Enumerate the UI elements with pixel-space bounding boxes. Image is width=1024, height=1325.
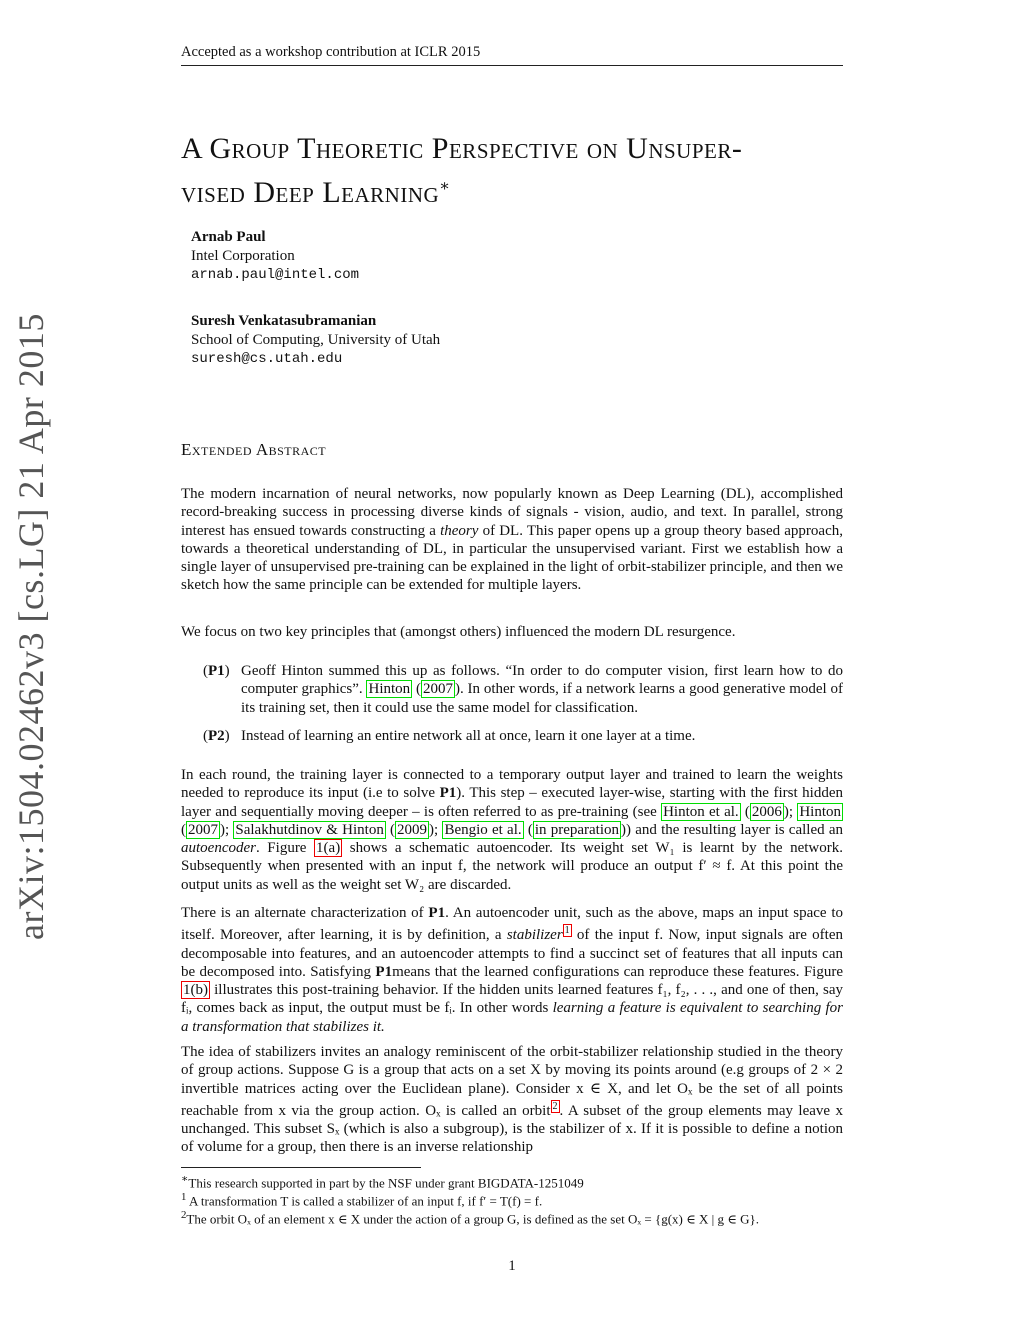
- page-number: 1: [508, 1258, 516, 1274]
- principle-p2: (P2) Instead of learning an entire network all at once, learn it one layer at a time.: [203, 728, 696, 744]
- author-email[interactable]: arnab.paul@intel.com: [191, 267, 360, 283]
- section-heading: Extended Abstract: [181, 440, 327, 459]
- citation-year-link[interactable]: 2007: [422, 681, 453, 698]
- citation-link[interactable]: Hinton et al.: [663, 803, 739, 820]
- citation-year-link[interactable]: 2006: [751, 803, 782, 820]
- author-email[interactable]: suresh@cs.utah.edu: [191, 351, 343, 367]
- running-header: Accepted as a workshop contribution at ICLR 2015: [181, 44, 481, 60]
- citation-link[interactable]: Hinton: [368, 681, 411, 698]
- title-line-2: vised Deep Learning: [181, 176, 440, 209]
- paper-title: [181, 130, 861, 212]
- footnote-2: $^1$ A transformation T is called a stabilizer of an input f, if f′ = T(f) = f.: [181, 1191, 543, 1209]
- citation-link[interactable]: Salakhutdinov & Hinton: [235, 821, 384, 838]
- footnote-rule: [181, 1167, 421, 1168]
- paragraph-stabilizer: There is an alternate characterization of P1. An autoencoder unit, such as the above, maps an input space to itself. Moreover, after learning, it is by definition, a stabilizer $^1$ of the input f. Now, input signals are often decomposable into features, and an autoencoder attempts to find a succinct set of features that all inputs can be decomposed into. Satisfying P1means that the learned configurations can reproduce these features. Figure 1(b) illustrates this post-training behavior. If the hidden units learned features f₁, f₂, . . ., and one of then, say fᵢ, comes back as input, the output must be fᵢ. In other words learning a feature is equivalent to searching for a transformation that stabilizes it.: [181, 905, 843, 1035]
- principle-p1: (P1) Geoff Hinton summed this up as follows. “In order to do computer vision, first learn how to do computer graphics”. Hinton ( 2007 ). In other words, if a network learns a good generative model of its training set, then it could use the same model for classification.: [203, 663, 843, 716]
- header-rule: [181, 65, 843, 66]
- citation-link[interactable]: Hinton: [799, 803, 841, 820]
- author-affiliation: Intel Corporation: [191, 248, 295, 264]
- footnote-3: $^2$The orbit Oₓ of an element x ∈ X under the action of a group G, is defined as the set Oₓ = {g(x) ∈ X | g ∈ G}.: [181, 1209, 759, 1227]
- title-footnote-mark: ∗: [439, 178, 451, 195]
- figure-link[interactable]: 1(b): [183, 982, 208, 999]
- author-block-2: [191, 312, 440, 369]
- citation-year-link[interactable]: in preparation: [534, 821, 620, 838]
- citation-year-link[interactable]: 2007: [188, 821, 218, 838]
- author-name: Arnab Paul: [191, 229, 266, 245]
- footnote-link[interactable]: 2: [552, 1100, 558, 1112]
- author-affiliation: School of Computing, University of Utah: [191, 332, 441, 348]
- paragraph-orbit: The idea of stabilizers invites an analogy reminiscent of the orbit-stabilizer relationship studied in the theory of group actions. Suppose G is a group that acts on a set X by moving its points around (e.g groups of 2 × 2 invertible matrices acting over the Euclidean plane). Consider x ∈ X, and let Oₓ be the set of all points reachable from x via the group action. Oₓ is called an orbit $^2$ . A subset of the group elements may leave x unchanged. This subset Sₓ (which is also a subgroup), is the stabilizer of x. If it is possible to define a notion of volume for a group, then there is an inverse relationship: [181, 1044, 843, 1156]
- title-line-1: A Group Theoretic Perspective on Unsuper-: [181, 132, 743, 165]
- author-block-1: [191, 228, 359, 285]
- footnote-link[interactable]: 1: [564, 925, 570, 937]
- author-name: Suresh Venkatasubramanian: [191, 313, 377, 329]
- citation-link[interactable]: Bengio et al.: [444, 821, 522, 838]
- paragraph-principles-intro: We focus on two key principles that (amongst others) influenced the modern DL resurgence.: [181, 624, 736, 640]
- paragraph-pretraining: In each round, the training layer is connected to a temporary output layer and trained to learn the weights needed to reproduce its input (i.e to solve P1). This step – executed layer-wise, starting with the first hidden layer and sequentially moving deeper – is often referred to as pre-training (see Hinton et al. ( 2006 ); Hinton ( 2007 ); Salakhutdinov & Hinton ( 2009 ); Bengio et al. ( in preparation )) and the resulting layer is called an autoencoder. Figure 1(a) shows a schematic autoencoder. Its weight set W₁ is learnt by the network. Subsequently when presented with an input f, the network will produce an output f′ ≈ f. At this point the output units as well as the weight set W₂ are discarded.: [181, 767, 844, 893]
- citation-year-link[interactable]: 2009: [397, 821, 428, 838]
- figure-link[interactable]: 1(a): [316, 840, 341, 857]
- footnote-1: ∗This research supported in part by the NSF under grant BIGDATA-1251049: [181, 1173, 584, 1191]
- paragraph-intro: The modern incarnation of neural networks, now popularly known as Deep Learning (DL), accomplished record-breaking success in processing diverse kinds of signals - vision, audio, and text. In parallel, strong interest has ensued towards constructing a theory of DL. This paper opens up a group theory based approach, towards a theoretical understanding of DL, in particular the unsupervised variant. First we establish how a single layer of unsupervised pre-training can be explained in the light of orbit-stabilizer principle, and then we sketch how the same principle can be extended for multiple layers.: [181, 486, 843, 594]
- arxiv-sidebar-stamp: arXiv:1504.02462v3 [cs.LG] 21 Apr 2015: [11, 313, 51, 940]
